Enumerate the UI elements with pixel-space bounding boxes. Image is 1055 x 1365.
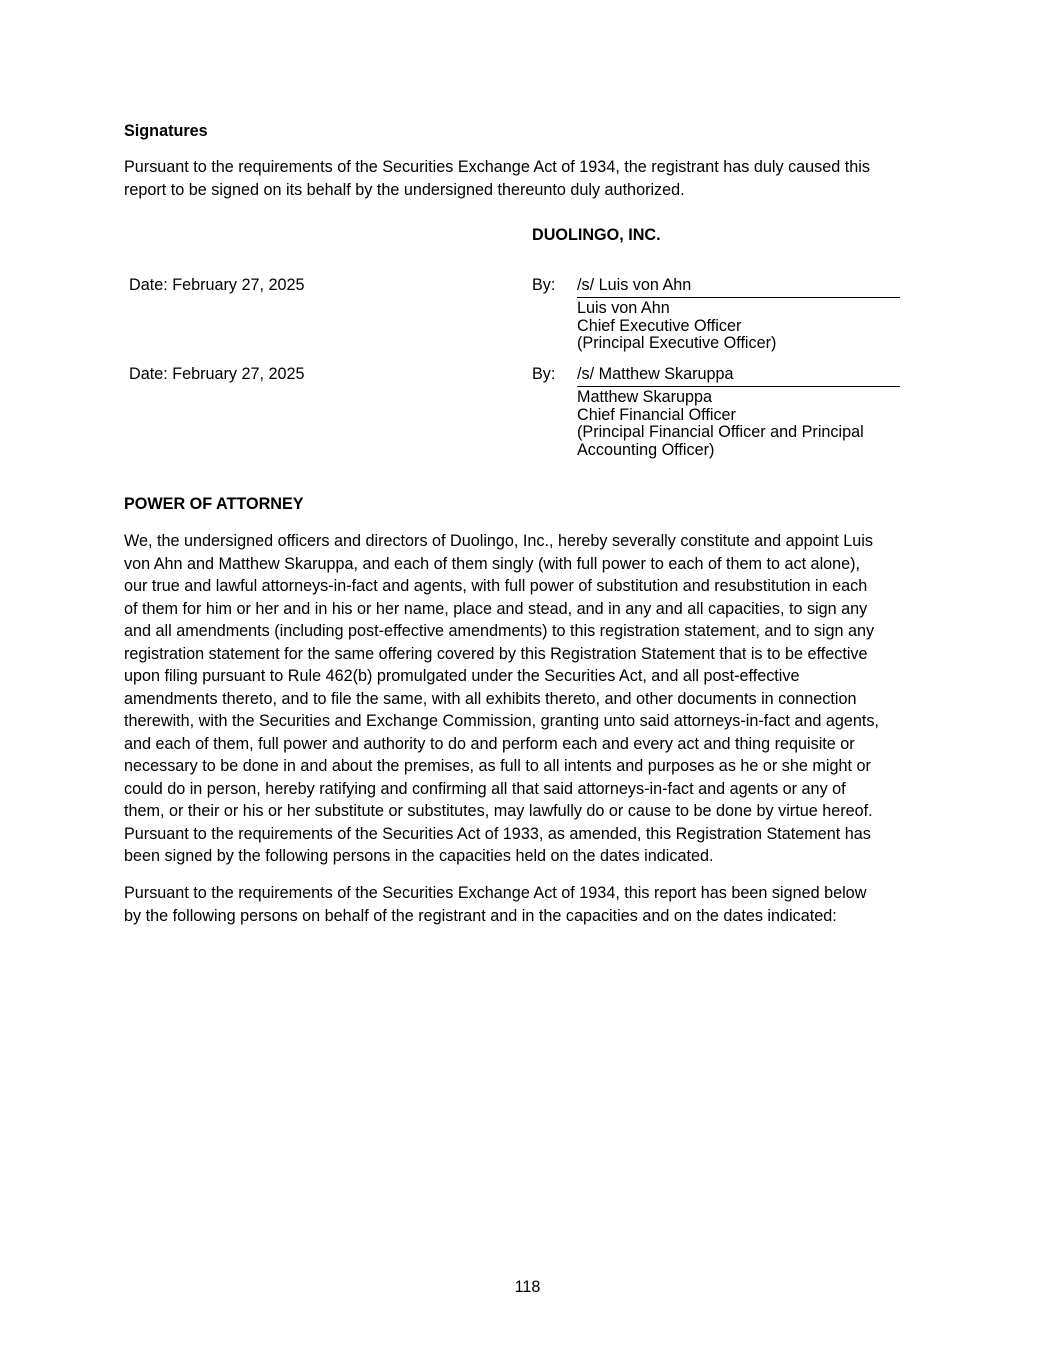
signer-name: Matthew Skaruppa [577, 388, 712, 406]
paragraph-line: amendments thereto, and to file the same, with all exhibits thereto, and other documents in connection [124, 689, 857, 708]
signature-line: /s/ Matthew Skaruppa [577, 364, 900, 387]
paragraph-line: Pursuant to the requirements of the Securities Act of 1933, as amended, this Registration Statement has [124, 824, 871, 843]
signer-date: Date: February 27, 2025 [129, 276, 305, 294]
intro-line: report to be signed on its behalf by the undersigned thereunto duly authorized. [124, 180, 685, 199]
paragraph-line: them, or their or his or her substitute or substitutes, may lawfully do or cause to be done by virtue hereof. [124, 802, 873, 820]
signer-title: Chief Executive Officer [577, 316, 742, 335]
paragraph-line: von Ahn and Matthew Skaruppa, and each of them singly (with full power to each of them to act alone), [124, 554, 861, 573]
paragraph-line: and all amendments (including post-effective amendments) to this registration statement, and to sign any [124, 622, 875, 640]
signature-block [577, 364, 900, 459]
signer-role: (Principal Financial Officer and Principal [577, 423, 864, 441]
company-name: DUOLINGO, INC. [532, 226, 661, 244]
paragraph-line: upon filing pursuant to Rule 462(b) promulgated under the Securities Act, and all post-effective [124, 667, 800, 685]
paragraph-line: Pursuant to the requirements of the Securities Exchange Act of 1934, this report has been signed below [124, 884, 867, 902]
power-of-attorney-paragraph [124, 530, 954, 868]
paragraph-line: and each of them, full power and authority to do and perform each and every act and thing requisite or [124, 734, 855, 753]
paragraph-line: We, the undersigned officers and directors of Duolingo, Inc., hereby severally constitute and appoint Luis [124, 532, 873, 550]
signatures-heading: Signatures [124, 122, 208, 140]
signing-statement-paragraph [124, 882, 954, 927]
paragraph-line: been signed by the following persons in the capacities held on the dates indicated. [124, 847, 714, 865]
intro-line: Pursuant to the requirements of the Securities Exchange Act of 1934, the registrant has duly caused this [124, 158, 870, 176]
paragraph-line: by the following persons on behalf of the registrant and in the capacities and on the dates indicated: [124, 906, 837, 925]
signer-by-label: By: [532, 365, 556, 383]
power-of-attorney-heading: POWER OF ATTORNEY [124, 495, 304, 513]
signer-details [577, 389, 900, 459]
signer-details [577, 300, 900, 353]
paragraph-line: necessary to be done in and about the premises, as full to all intents and purposes as he or she might or [124, 757, 871, 775]
signer-by-label: By: [532, 276, 556, 294]
paragraph-line: registration statement for the same offering covered by this Registration Statement that is to be effective [124, 644, 868, 663]
signer-name: Luis von Ahn [577, 299, 670, 317]
signer-title: Chief Financial Officer [577, 405, 736, 424]
signature-line: /s/ Luis von Ahn [577, 275, 900, 298]
signature-block [577, 275, 900, 353]
page-number: 118 [514, 1278, 541, 1296]
paragraph-line: our true and lawful attorneys-in-fact and agents, with full power of substitution and resubstitution in each [124, 577, 868, 595]
paragraph-line: therewith, with the Securities and Exchange Commission, granting unto said attorneys-in-fact and agents, [124, 712, 879, 730]
paragraph-line: of them for him or her and in his or her name, place and stead, and in any and all capacities, to sign any [124, 599, 868, 618]
signer-date: Date: February 27, 2025 [129, 365, 305, 383]
signatures-intro [124, 156, 944, 201]
signer-role: (Principal Executive Officer) [577, 334, 777, 352]
signer-role: Accounting Officer) [577, 440, 715, 459]
paragraph-line: could do in person, hereby ratifying and confirming all that said attorneys-in-fact and agents or any of [124, 779, 846, 798]
